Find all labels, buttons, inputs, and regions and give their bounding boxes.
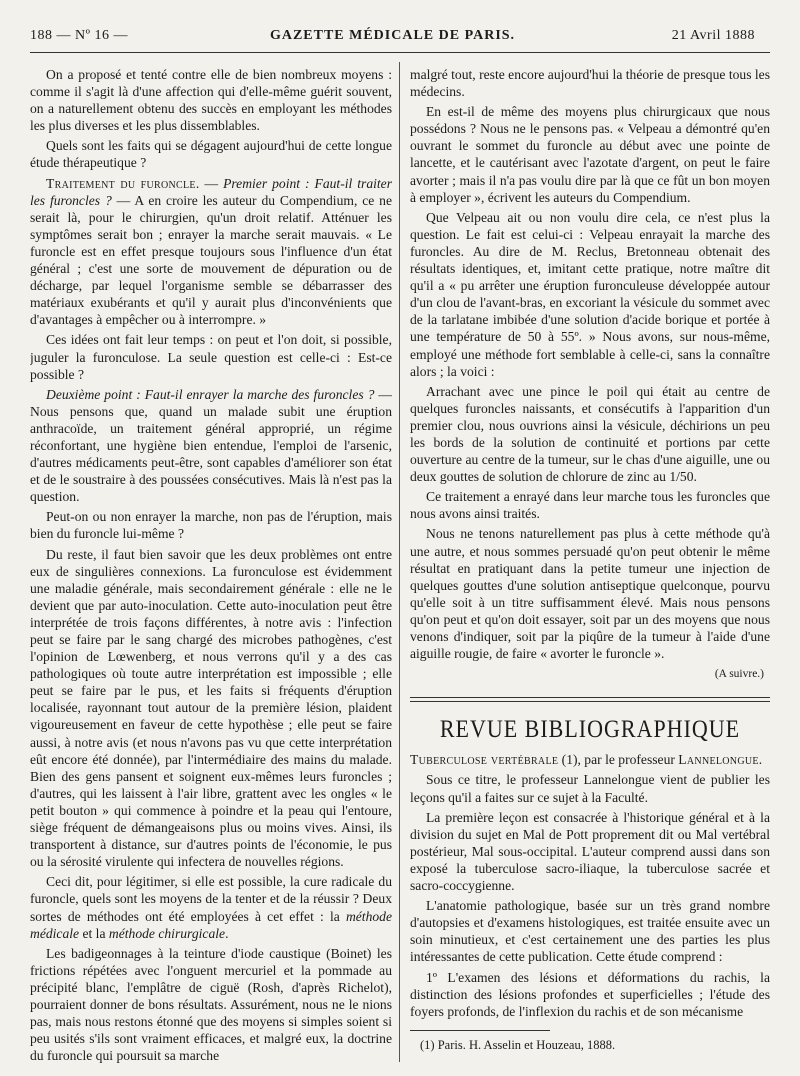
section-paragraph: Deuxième point : Faut-il enrayer la marche des furoncles ? — Nous pensons que, quand un malade subit une éruption anthracoïde, un traitement général approprié, un régime réconfortant, une hygiène bien entendue, l'emploi de l'arsenic, d'autres médicaments peut-être, sont capables d'améliorer son état et de le soustraire à des poussées consécutives. Mais là n'est pas la question. [30,386,392,505]
right-column [410,66,770,1066]
paragraph: Arrachant avec une pince le poil qui était au centre de quelques furoncles naissants, et consécutifs à l'apparition d'un premier clou, nous ouvrions ainsi la vésicule, déchirions un peu les bords de la solution de continuité et portions par cette ouverture au centre de la tumeur, sur le chas d'une aiguille, une ou deux gouttes de solution de chlorure de zinc au 1/50. [410,383,770,485]
column-divider [399,62,400,1062]
paragraph: Du reste, il faut bien savoir que les deux problèmes ont entre eux de singulières connexions. La furonculose est évidemment une maladie générale, mais secondairement générale : elle ne le devient que par auto-inoculation. Cette auto-inoculation peut être interprétée de trois façons différentes, à notre avis : l'infection peut se faire par le sang chargé des microbes pathogènes, c'est l'opinion de Lœwenberg, et nous verrons qu'il y a des cas pathologiques où toute autre interprétation est impossible ; elle peut se faire par le pus, et les faits si fréquents d'éruption localisée, rayonnant tout autour de la première lésion, plaident vigoureusement en faveur de cette hypothèse ; elle peut se faire aussi, à notre avis (et nous n'avons pas vu que cette interprétation eût encore été donnée), par l'intermédiaire des mains du malade. Bien des gens pansent et soignent eux-mêmes leurs furoncles ; d'autres, qui les laissent à l'air libre, grattent avec les ongles « le petit bouton » qui commence à poindre et la peau qui l'entoure, siège fréquent de démangeaisons plus ou moins vives. Ainsi, ils transportent à distance, sur d'autres points de l'économie, le pus ou la sérosité virulente qui infectera de nouvelles régions. [30,546,392,870]
paragraph: On a proposé et tenté contre elle de bien nombreux moyens : comme il s'agit là d'une affection qui d'elle-même guérit souvent, on a naturellement obtenu des succès en employant les méthodes les plus diverses et les plus dissemblables. [30,67,392,134]
paragraph: Ceci dit, pour légitimer, si elle est possible, la cure radicale du furoncle, quels sont les moyens de la tenter et de la réussir ? Deux sortes de méthodes ont été employées à cet effet : la méthode médicale et la méthode chirurgicale. [30,874,392,941]
paragraph: Nous ne tenons naturellement pas plus à cette méthode qu'à une autre, et nous sommes persuadé qu'on peut obtenir le même résultat en pratiquant dans la petite tumeur une injection de quelques gouttes d'une solution antiseptique quelconque, pourvu qu'elle soit à un titre suffisamment élevé. Mais nous pensons qu'on peut et qu'on doit essayer, soit par un des moyens que nous venons d'indiquer, soit par la piqûre de la tumeur à l'aide d'une aiguille rougie, de faire « avorter le furoncle ». [410,526,770,662]
left-column [30,66,392,1066]
paragraph: Les badigeonnages à la teinture d'iode caustique (Boinet) les frictions répétées avec l'onguent mercuriel et la pommade au précipité blanc, l'emplâtre de ciguë (Rosh, d'après Richelot), pourraient donner de bons résultats. Assurément, nous ne le nions pas, mais nous restons étonné que des moyens si simples soient si peu usités s'ils sont vraiment efficaces, et malgré eux, la doctrine du furoncle qui poursuit sa marche [30,945,392,1064]
section-subheading: Premier point : Faut-il traiter les furoncles ? [30,175,392,208]
footnote: (1) Paris. H. Asselin et Houzeau, 1888. [420,1037,616,1052]
page-header [30,28,755,50]
paragraph: malgré tout, reste encore aujourd'hui la théorie de presque tous les médecins. [410,67,770,100]
section-subheading: Deuxième point : Faut-il enrayer la marche des furoncles ? [46,386,375,402]
section-divider [410,697,770,702]
review-title: REVUE BIBLIOGRAPHIQUE [439,714,741,744]
paragraph: La première leçon est consacrée à l'historique général et à la division du sujet en Mal de Pott proprement dit ou Mal vertébral postérieur, Mal sous-occipital. L'auteur comprend aussi dans son exposé la tuberculose sacro-iliaque, la tuberculose sacrée et sacro-coccygienne. [410,809,770,894]
paragraph: Quels sont les faits qui se dégagent aujourd'hui de cette longue étude thérapeutique ? [30,138,392,171]
review-heading: Tuberculose vertébrale (1), par le professeur Lannelongue. [410,752,763,768]
issue-date: 21 Avril 1888 [671,28,755,43]
paragraph: Ces idées ont fait leur temps : on peut et l'on doit, si possible, juguler la furonculose. La seule question est celle-ci : Est-ce possible ? [30,332,392,382]
section-paragraph: Traitement du furoncle. — Premier point : Faut-il traiter les furoncles ? — A en croire les auteur du Compendium, ce ne serait là, pour le chirurgien, qu'un droit relatif. Atténuer les symptômes serait bon ; enrayer la marche serait mauvais. « Le furoncle est en effet presque toujours sous l'influence d'un état général ; c'est une sorte de mouvement de dépuration ou de décharge, par lequel l'organisme semble se débarrasser des matériaux exubérants et qu'il y aurait plus d'inconvénients que d'avantages à empêcher ou à interrompre. » [30,175,392,328]
to-be-continued: (A suivre.) [714,668,764,681]
paragraph: Peut-on ou non enrayer la marche, non pas de l'éruption, mais bien du furoncle lui-même ? [30,509,392,542]
paragraph: L'anatomie pathologique, basée sur un très grand nombre d'autopsies et d'examens histologiques, est traitée ensuite avec un soin minutieux, et c'est certainement une des parties les plus intéressantes de cette publication. Cette étude comprend : [410,898,770,965]
page-number: 188 — Nº 16 — [30,28,128,43]
section-heading: Traitement du furoncle. [46,175,200,191]
footnote-rule [410,1030,550,1031]
paragraph: Que Velpeau ait ou non voulu dire cela, ce n'est plus la question. Le fait est celui-ci : Velpeau enrayait la marche des furoncles. Au dire de M. Reclus, Bretonneau obtenait des résultats identiques, et, imitant cette pratique, notre maître dit qu'il a « pu arrêter une éruption furonculeuse développée autour d'un clou de l'avant-bras, en excoriant la vésicule du sommet avec de la tarlatane imbibée d'une solution d'acide borique et portée à une température de 50 à 55º. » Nous avons, sur nous-même, employé une méthode fort semblable à celle-ci, sans la connaître alors ; la voici : [410,209,770,379]
paragraph: Sous ce titre, le professeur Lannelongue vient de publier les leçons qu'il a faites sur ce sujet à la Faculté. [410,772,770,805]
paragraph: En est-il de même des moyens plus chirurgicaux que nous possédons ? Nous ne le pensons pas. « Velpeau a démontré qu'en ouvrant le sommet du furoncle au début avec une pointe de lancette, et le cautérisant avec l'azotate d'argent, on peut le faire avorter ; mais il n'a pas voulu dire par là que ce fût un bon moyen à employer », écrivent les auteurs du Compendium. [410,104,770,205]
journal-title: GAZETTE MÉDICALE DE PARIS. [269,28,516,43]
paragraph: 1º L'examen des lésions et déformations du rachis, la distinction des lésions profondes et superficielles ; l'étude des foyers profonds, de l'inflexion du rachis et de son mécanisme [410,969,770,1019]
paragraph: Ce traitement a enrayé dans leur marche tous les furoncles que nous avons ainsi traités. [410,489,770,522]
header-rule [30,52,770,53]
